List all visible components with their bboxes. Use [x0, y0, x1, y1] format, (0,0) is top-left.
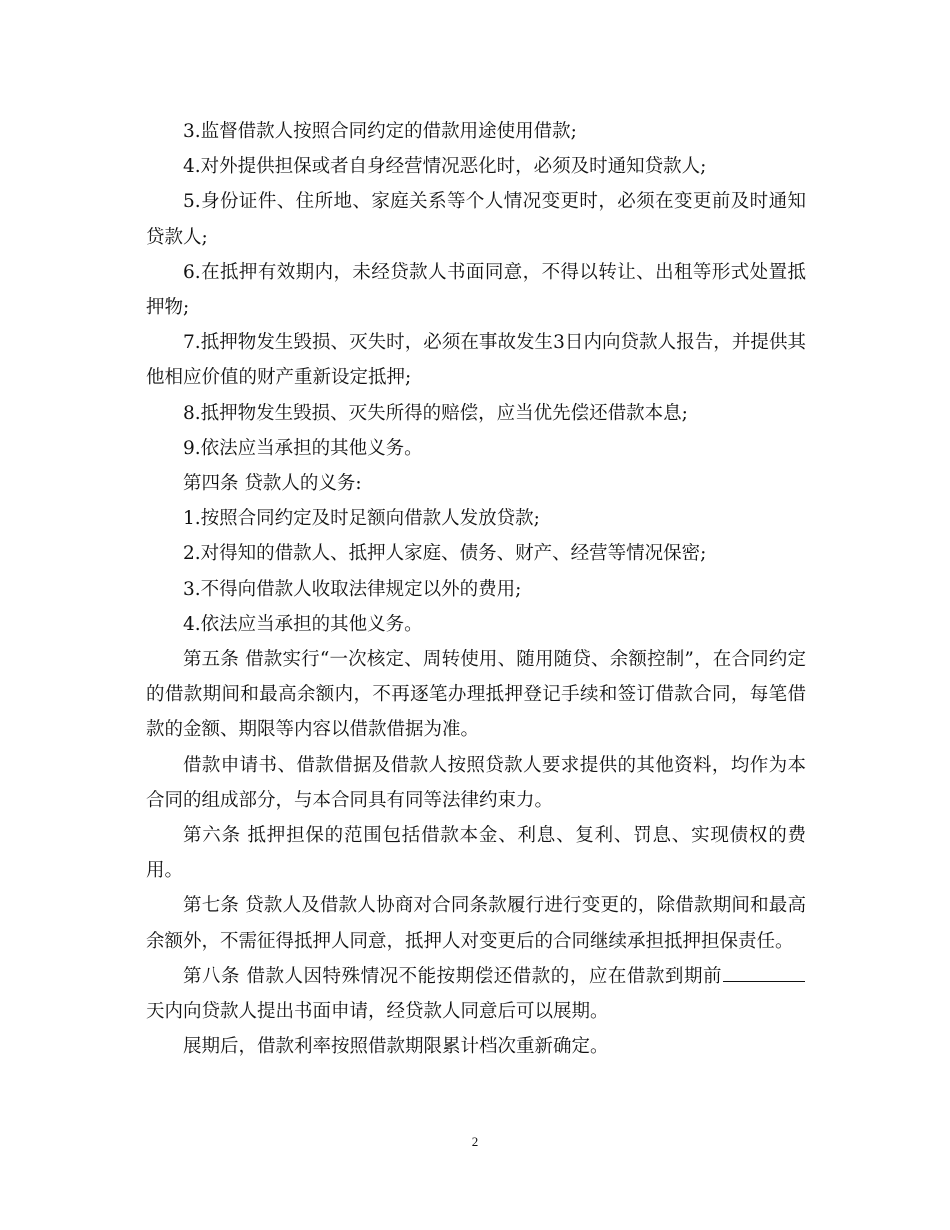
document-body — [146, 114, 806, 1064]
clause-paragraph: 2.对得知的借款人、抵押人家庭、债务、财产、经营等情况保密; — [183, 543, 707, 565]
article-paragraph: 借款申请书、借款借据及借款人按照贷款人要求提供的其他资料，均作为本合同的组成部分，与本合同具有同等法律约束力。 — [146, 754, 806, 811]
clause-paragraph: 3.监督借款人按照合同约定的借款用途使用借款; — [183, 121, 577, 142]
article-paragraph — [146, 959, 806, 1029]
clause-paragraph: 9.依法应当承担的其他义务。 — [183, 437, 423, 459]
page-number: 2 — [471, 1134, 479, 1149]
article-heading: 第四条 贷款人的义务: — [183, 473, 362, 495]
article-text-after-blank: 天内向贷款人提出书面申请，经贷款人同意后可以展期。 — [146, 1001, 609, 1023]
clause-paragraph: 4.对外提供担保或者自身经营情况恶化时，必须及时通知贷款人; — [183, 156, 707, 178]
article-paragraph: 展期后，借款利率按照借款期限累计档次重新确定。 — [183, 1036, 609, 1058]
clause-paragraph: 7.抵押物发生毁损、灭失时，必须在事故发生3日内向贷款人报告，并提供其他相应价值的财产重新设定抵押; — [146, 332, 806, 389]
clause-paragraph: 4.依法应当承担的其他义务。 — [183, 613, 423, 635]
clause-paragraph: 8.抵押物发生毁损、灭失所得的赔偿，应当优先偿还借款本息; — [183, 402, 688, 424]
clause-paragraph: 3.不得向借款人收取法律规定以外的费用; — [183, 578, 522, 600]
clause-paragraph: 1.按照合同约定及时足额向借款人发放贷款; — [183, 508, 540, 530]
clause-paragraph: 6.在抵押有效期内，未经贷款人书面同意，不得以转让、出租等形式处置抵押物; — [146, 261, 806, 319]
article-paragraph: 第七条 贷款人及借款人协商对合同条款履行进行变更的，除借款期间和最高余额外，不需征得抵押人同意，抵押人对变更后的合同继续承担抵押担保责任。 — [146, 895, 806, 952]
article-text-before-blank: 第八条 借款人因特殊情况不能按期偿还借款的，应在借款到期前 — [183, 965, 722, 987]
fill-in-blank — [723, 961, 805, 982]
article-paragraph: 第五条 借款实行“一次核定、周转使用、随用随贷、余额控制”，在合同约定的借款期间和最高余额内，不再逐笔办理抵押登记手续和签订借款合同，每笔借款的金额、期限等内容以借款借据为准。 — [146, 649, 806, 741]
clause-paragraph: 5.身份证件、住所地、家庭关系等个人情况变更时，必须在变更前及时通知贷款人; — [146, 191, 806, 248]
article-paragraph: 第六条 抵押担保的范围包括借款本金、利息、复利、罚息、实现债权的费用。 — [146, 825, 806, 882]
